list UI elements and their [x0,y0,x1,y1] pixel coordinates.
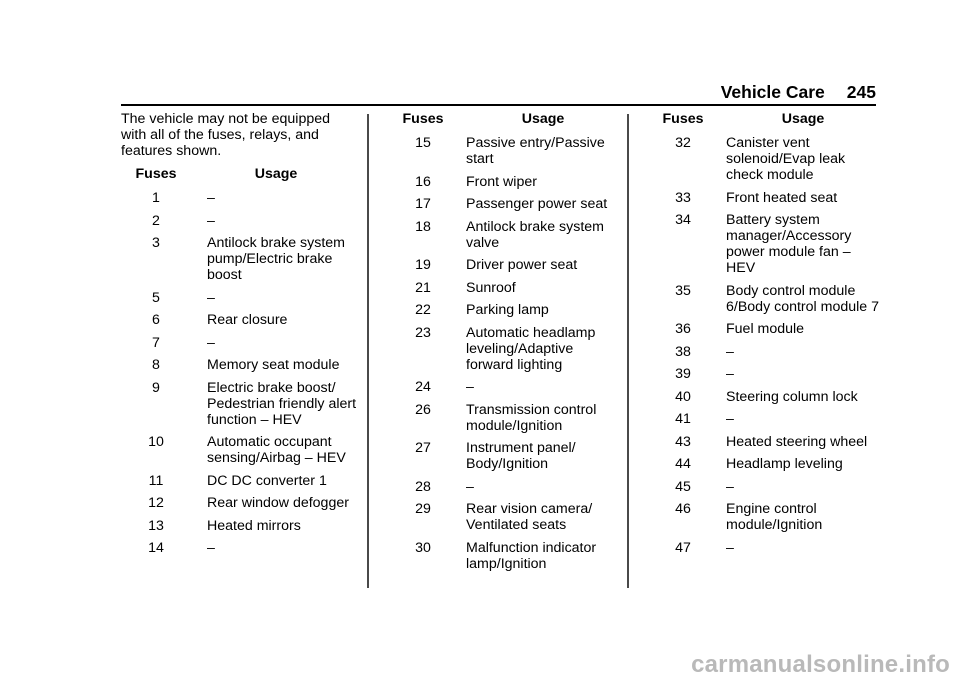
fuse-number: 16 [415,173,431,190]
fuse-number: 28 [415,478,431,495]
table-row [640,212,880,276]
fuse-usage: Headlamp leveling [726,456,843,472]
fuse-number: 2 [152,212,160,229]
table-header [640,111,880,127]
fuse-usage: Parking lamp [466,302,549,318]
fuse-number: 35 [675,282,691,299]
fuse-number: 12 [148,495,164,511]
fuse-number: 23 [415,324,431,341]
fuse-usage: Automatic headlamp leveling/Adaptive forward lighting [466,324,596,373]
table-row [640,344,880,360]
fuse-number: 26 [415,401,431,418]
fuse-usage: Memory seat module [207,357,340,373]
fuse-number: 27 [415,440,431,456]
fuse-usage: Engine control module/Ignition [726,501,823,533]
fuse-number: 9 [152,379,160,396]
fuse-usage: Front wiper [466,173,537,190]
fuse-column-3 [640,111,880,562]
fuses-header: Fuses [135,166,177,182]
fuse-usage: – [726,343,734,360]
header-rule [121,104,876,106]
fuse-usage: – [207,334,215,351]
fuse-number: 24 [415,379,431,395]
table-row [640,456,880,472]
table-row [640,366,880,382]
fuse-number: 11 [148,472,164,489]
table-row [380,325,620,373]
fuse-usage: Rear closure [207,312,288,328]
table-row [121,213,361,229]
fuse-number: 22 [415,302,431,318]
table-row [380,440,620,472]
table-row [380,302,620,318]
table-row [640,501,880,533]
table-row [121,290,361,306]
fuse-number: 29 [415,501,431,517]
usage-header: Usage [254,166,298,182]
usage-header: Usage [521,111,565,127]
fuse-usage: Sunroof [466,279,516,296]
table-row [121,235,361,283]
table-row [640,283,880,315]
fuse-number: 17 [415,196,431,212]
table-row [380,479,620,495]
fuse-usage: Antilock brake system valve [466,218,604,251]
fuse-usage: Steering column lock [726,388,858,405]
fuse-usage: Passenger power seat [466,196,608,212]
fuse-usage: Automatic occupant sensing/Airbag – HEV [207,434,346,466]
fuse-usage: – [207,289,215,306]
fuse-column-1 [121,111,361,563]
fuse-number: 13 [148,517,164,534]
fuse-number: 19 [415,257,431,273]
fuse-number: 40 [675,388,691,405]
fuse-usage: Electric brake boost/ Pedestrian friendly alert function – HEV [207,379,357,428]
table-row [380,280,620,296]
table-header [380,111,620,127]
fuse-number: 47 [675,539,691,556]
fuses-header: Fuses [402,111,444,127]
fuse-usage: – [726,366,734,382]
fuse-usage: Heated mirrors [207,517,301,534]
fuse-usage: Body control module 6/Body control module 7 [726,282,880,315]
table-row [121,380,361,428]
table-row [640,540,880,556]
fuse-number: 8 [152,357,160,373]
fuse-usage: Malfunction indicator lamp/Ignition [466,539,597,572]
fuse-column-2 [380,111,620,578]
section-title: Vehicle Care [720,82,825,102]
fuse-usage: Battery system manager/Accessory power module fan – HEV [726,212,852,276]
table-row [380,257,620,273]
fuse-usage: – [207,540,215,556]
table-row [380,196,620,212]
fuse-number: 1 [152,190,160,206]
column-divider-1 [367,114,369,588]
fuse-number: 32 [675,135,691,151]
fuse-number: 7 [152,334,160,351]
column-divider-2 [627,114,629,588]
fuse-number: 44 [675,456,691,472]
fuse-usage: – [466,478,474,495]
fuse-number: 18 [415,218,431,235]
watermark: carmanualsonline.info [691,651,950,678]
table-row [121,473,361,489]
table-row [380,379,620,395]
table-row [640,190,880,206]
fuse-number: 6 [152,312,160,328]
fuse-number: 46 [675,501,691,517]
fuse-number: 45 [675,478,691,495]
table-row [380,135,620,167]
fuses-header: Fuses [662,111,704,127]
fuse-number: 39 [675,366,691,382]
table-row [380,174,620,190]
table-row [121,434,361,466]
fuse-number: 38 [675,343,691,360]
fuse-number: 41 [675,411,691,427]
fuse-number: 5 [152,289,160,306]
table-row [640,479,880,495]
fuse-usage: Transmission control module/Ignition [466,401,597,434]
fuse-usage: – [207,190,215,206]
table-row [121,357,361,373]
fuse-number: 34 [675,212,691,228]
table-row [121,312,361,328]
fuse-number: 21 [415,279,431,296]
table-row [121,495,361,511]
fuse-usage: Heated steering wheel [726,433,868,450]
fuse-number: 15 [415,135,431,151]
fuse-usage: Rear window defogger [207,495,349,511]
fuse-number: 36 [675,321,691,337]
page-number: 245 [846,82,876,102]
table-row [380,219,620,251]
fuse-usage: Antilock brake system pump/Electric brake boost [207,235,345,283]
fuse-usage: – [726,411,734,427]
fuse-usage: Canister vent solenoid/Evap leak check module [726,135,846,183]
fuse-number: 3 [152,235,160,251]
fuse-usage: Fuel module [726,321,805,337]
fuse-number: 43 [675,433,691,450]
fuse-usage: – [726,539,734,556]
table-row [640,389,880,405]
table-header [121,166,361,182]
table-row [121,335,361,351]
table-row [640,321,880,337]
fuse-usage: – [466,379,474,395]
fuse-number: 10 [148,434,164,450]
table-row [640,411,880,427]
fuse-number: 33 [675,189,691,206]
fuse-usage: Instrument panel/ Body/Ignition [466,440,576,472]
table-row [380,501,620,533]
fuse-usage: Front heated seat [726,189,838,206]
table-row [380,402,620,434]
table-row [640,135,880,183]
page-header [0,82,876,103]
fuse-usage: – [726,478,734,495]
usage-header: Usage [781,111,825,127]
fuse-usage: Driver power seat [466,257,578,273]
table-row [640,434,880,450]
fuse-usage: – [207,212,215,229]
table-row [121,540,361,556]
table-row [121,190,361,206]
fuse-number: 14 [148,540,164,556]
fuse-number: 30 [415,539,431,556]
fuse-usage: Rear vision camera/ Ventilated seats [466,501,593,533]
fuse-usage: DC DC converter 1 [207,472,327,489]
intro-text: The vehicle may not be equipped with all of the fuses, relays, and features shown. [121,111,331,159]
table-row [121,518,361,534]
fuse-usage: Passive entry/Passive start [466,135,605,167]
table-row [380,540,620,572]
